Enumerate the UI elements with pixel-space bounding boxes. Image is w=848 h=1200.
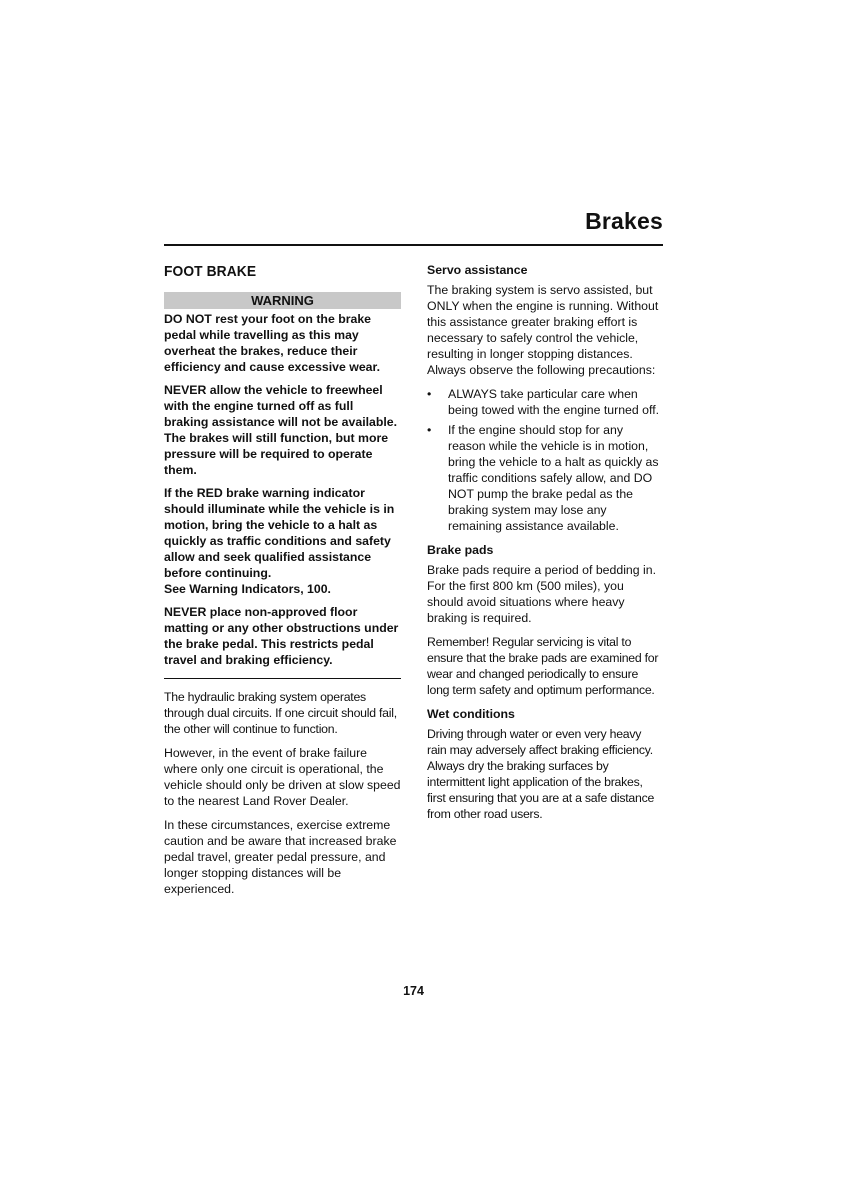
- body-paragraph: The hydraulic braking system operates through dual circuits. If one circuit should fail, the other will continue to function.: [164, 690, 397, 736]
- body-paragraph: In these circumstances, exercise extreme caution and be aware that increased brake pedal travel, greater pedal pressure, and longer stopping distances will be experienced.: [164, 818, 397, 896]
- body-paragraph: However, in the event of brake failure where only one circuit is operational, the vehicle should only be driven at slow speed to the nearest Land Rover Dealer.: [164, 746, 401, 808]
- right-column: [427, 262, 663, 830]
- title-divider: [164, 244, 663, 246]
- wet-conditions-text: Driving through water or even very heavy rain may adversely affect braking efficiency. Always dry the braking surfaces by intermittent light application of the brakes, first ensuring that you are at a safe distance from other road users.: [427, 727, 655, 821]
- warning-paragraph: DO NOT rest your foot on the brake pedal while travelling as this may overheat the brakes, reduce their efficiency and cause excessive wear.: [164, 312, 381, 374]
- precautions-list: [427, 386, 663, 534]
- servo-assistance-heading: Servo assistance: [427, 263, 528, 277]
- servo-assistance-text: The braking system is servo assisted, but ONLY when the engine is running. Without this assistance greater braking effort is necessary to safely control the vehicle, resulting in longer stopping distances. Always observe the following precautions:: [427, 283, 659, 377]
- left-column: [164, 262, 401, 905]
- list-item: [427, 386, 663, 418]
- foot-brake-heading: FOOT BRAKE: [164, 263, 257, 280]
- brake-pads-paragraph: Remember! Regular servicing is vital to ensure that the brake pads are examined for wear and changed periodically to ensure long term safety and optimum performance.: [427, 635, 659, 697]
- page-title: Brakes: [585, 208, 663, 234]
- list-item-text: If the engine should stop for any reason while the vehicle is in motion, bring the vehicle to a halt as quickly as traffic conditions safely allow, and DO NOT pump the brake pedal as the braking system may lose any remaining assistance available.: [448, 423, 659, 533]
- warning-box: [164, 292, 401, 679]
- warning-paragraph: NEVER allow the vehicle to freewheel with the engine turned off as full braking assistance will not be available. The brakes will still function, but more pressure will be required to operate them.: [164, 383, 398, 477]
- brake-pads-paragraph: Brake pads require a period of bedding in. For the first 800 km (500 miles), you should avoid situations where heavy braking is required.: [427, 563, 657, 625]
- brake-pads-heading: Brake pads: [427, 543, 494, 557]
- warning-cross-reference: See Warning Indicators, 100.: [164, 582, 331, 596]
- wet-conditions-heading: Wet conditions: [427, 707, 515, 721]
- warning-divider: [164, 678, 401, 679]
- list-item: [427, 422, 663, 534]
- bullet-icon: •: [427, 387, 432, 401]
- page-number: 174: [403, 984, 424, 998]
- warning-paragraph: If the RED brake warning indicator should illuminate while the vehicle is in motion, bring the vehicle to a halt as quickly as traffic conditions and safety allow and seek qualified assistance before continuing.: [164, 486, 395, 580]
- warning-paragraph: NEVER place non-approved floor matting or any other obstructions under the brake pedal. This restricts pedal travel and braking efficiency.: [164, 605, 399, 667]
- warning-label: WARNING: [164, 292, 401, 309]
- bullet-icon: •: [427, 423, 432, 437]
- list-item-text: ALWAYS take particular care when being towed with the engine turned off.: [448, 387, 660, 417]
